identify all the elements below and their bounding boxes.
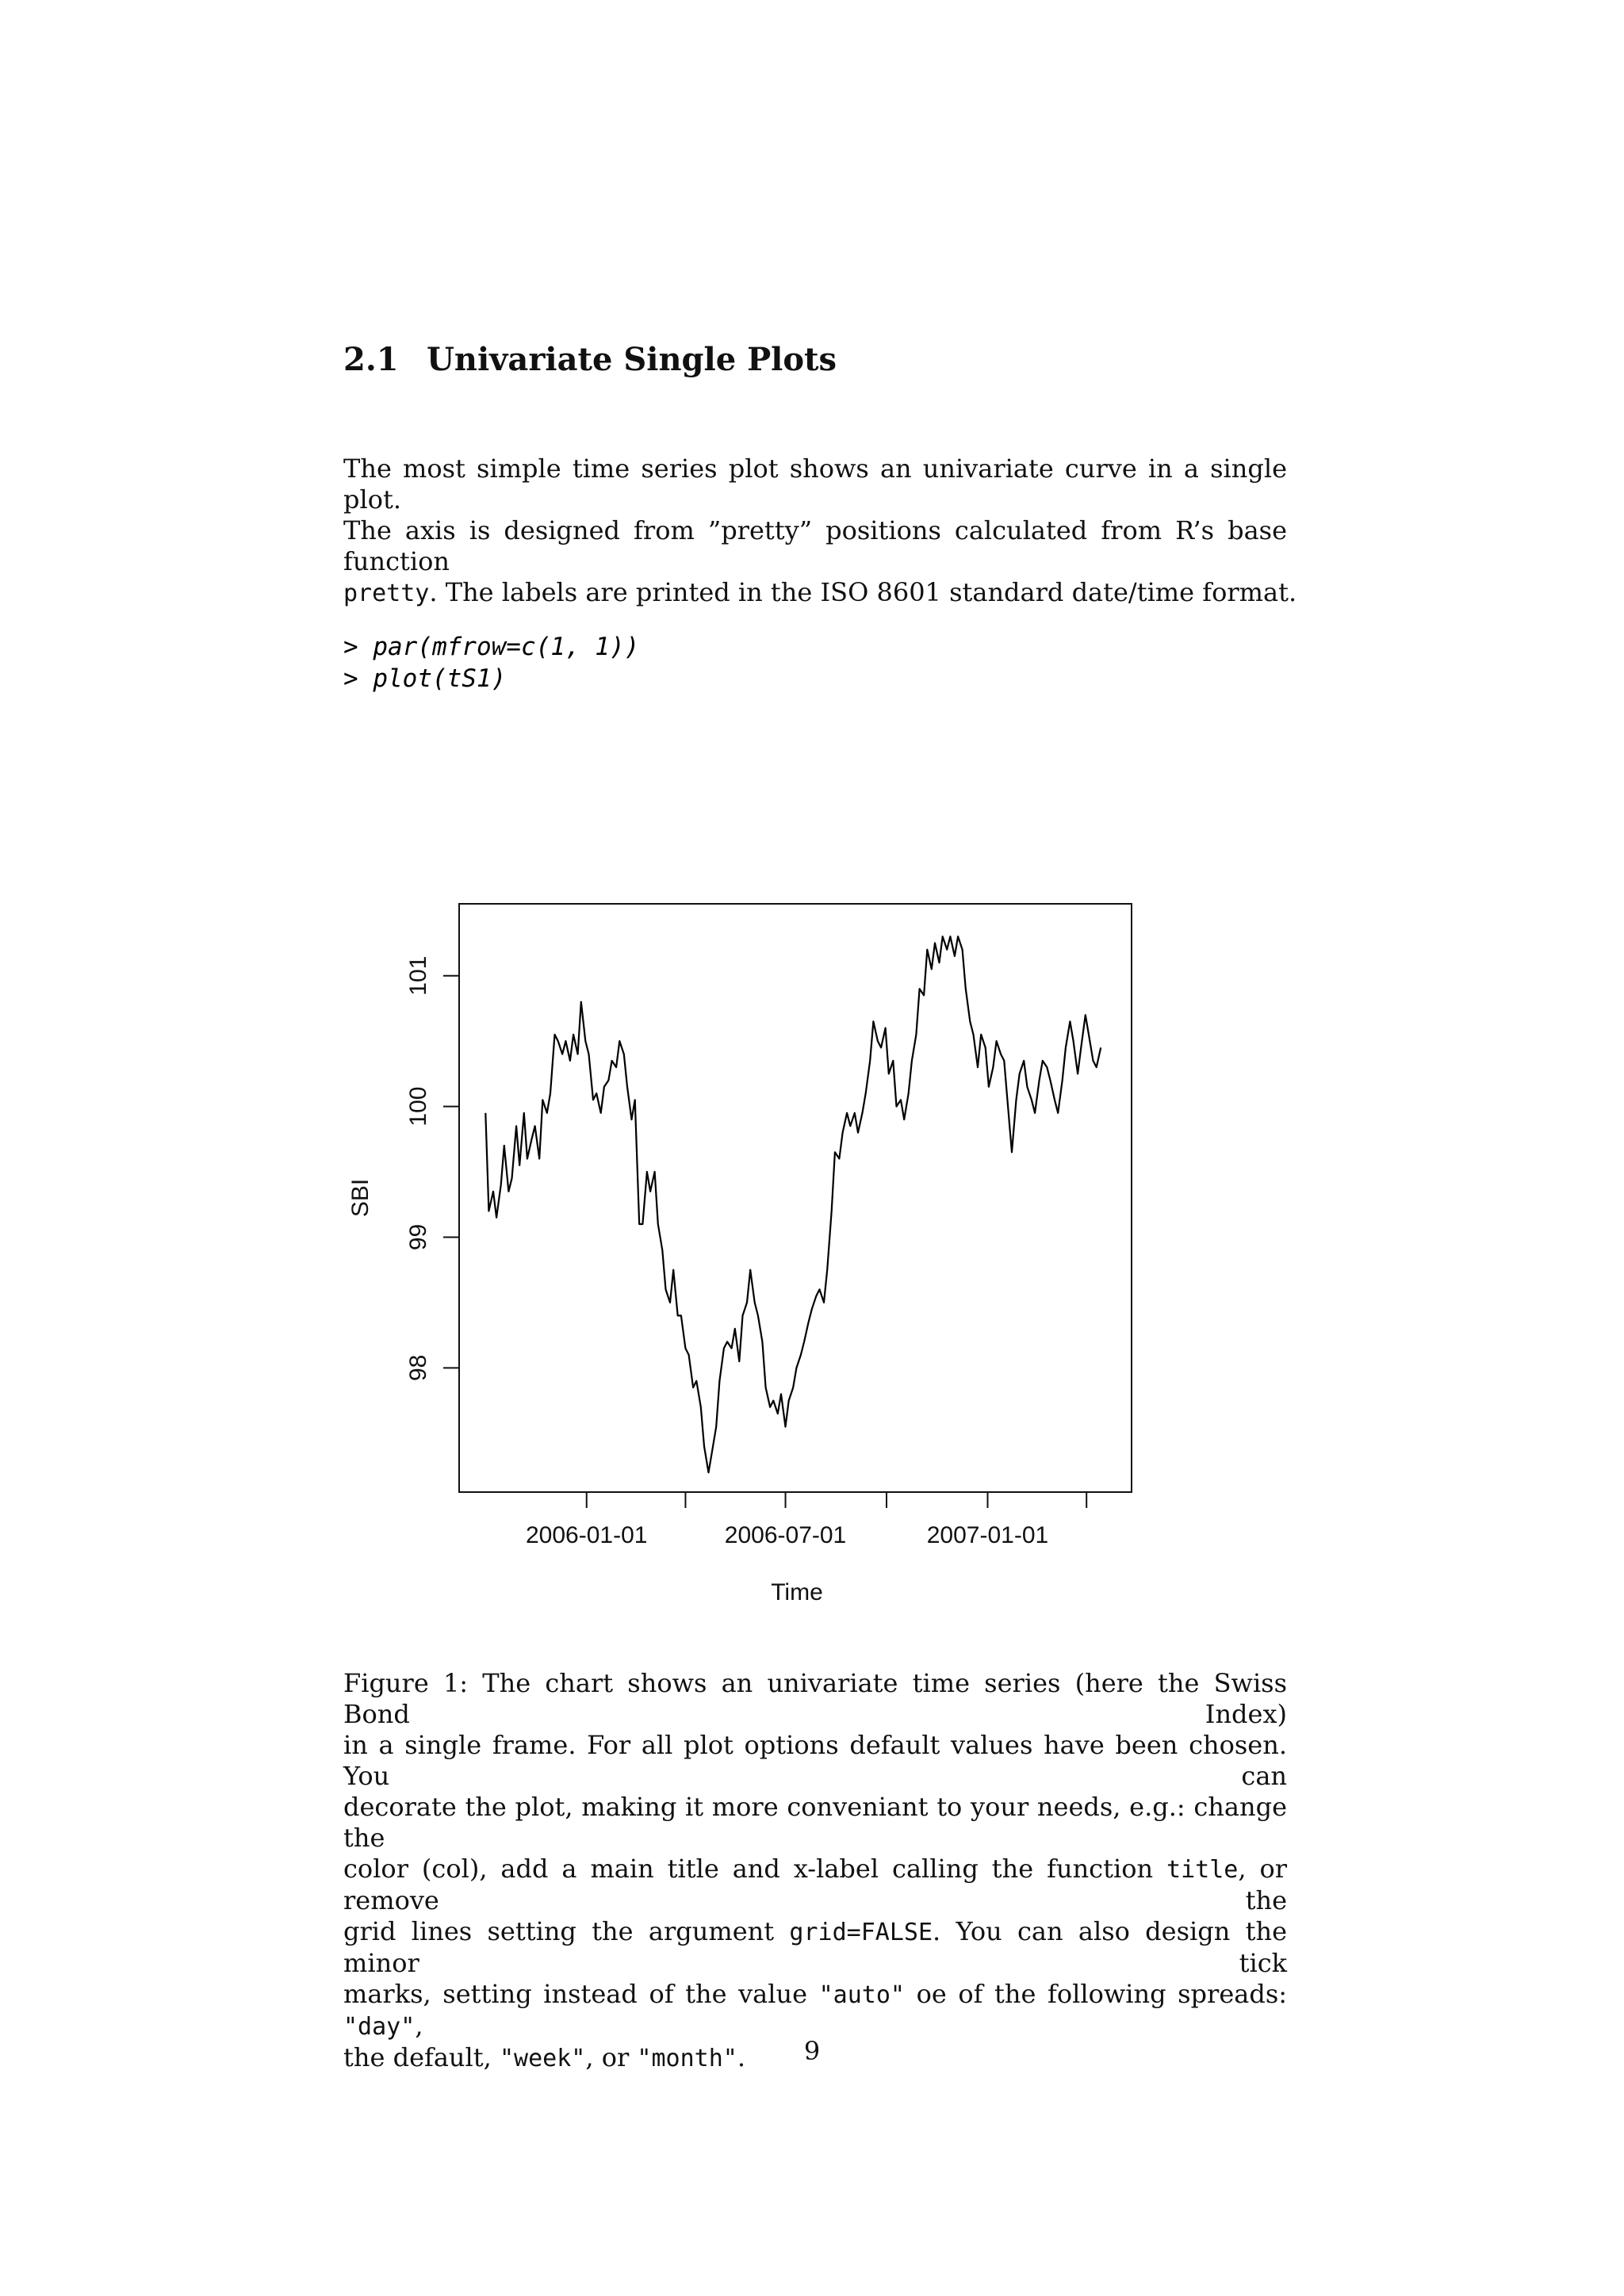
code-line: > plot(tS1) — [343, 664, 507, 693]
caption-label: Figure 1: — [343, 1668, 469, 1698]
series-line — [485, 936, 1101, 1472]
caption-line: decorate the plot, making it more conveniant to your needs, e.g.: change the — [343, 1792, 1287, 1853]
caption-line: the default, "week", or "month". — [343, 2042, 746, 2072]
caption-line: marks, setting instead of the value "auto" oe of the following spreads: "day", — [343, 1979, 1288, 2041]
inline-code: "auto" — [818, 1981, 905, 2009]
inline-code: "month" — [637, 2045, 737, 2072]
code-line: > par(mfrow=c(1, 1)) — [343, 633, 640, 661]
caption-line: grid lines setting the argument grid=FALSE. You can also design the minor tick — [343, 1916, 1288, 1978]
x-tick-label: 2006-01-01 — [525, 1522, 648, 1548]
inline-code: grid=FALSE — [789, 1919, 933, 1946]
y-tick-label: 98 — [405, 1354, 431, 1382]
inline-code: pretty — [343, 580, 430, 607]
section-title: Univariate Single Plots — [427, 341, 837, 378]
y-tick-label: 101 — [405, 955, 431, 996]
plot-frame — [459, 904, 1132, 1492]
x-tick-label: 2006-07-01 — [724, 1522, 847, 1548]
y-axis-title: SBI — [347, 1178, 373, 1218]
caption-line: Figure 1: The chart shows an univariate time series (here the Swiss Bond Index) — [343, 1668, 1288, 1729]
page-number: 9 — [803, 2036, 821, 2066]
intro-text: . The labels are printed in the ISO 8601 standard date/time format. — [429, 577, 1297, 607]
inline-code: title — [1166, 1856, 1239, 1884]
caption-line: color (col), add a main title and x-label calling the function title, or remove the — [343, 1854, 1288, 1915]
intro-line: The axis is designed from ”pretty” positions calculated from R’s base function — [343, 515, 1287, 576]
caption-line: in a single frame. For all plot options default values have been chosen. You can — [343, 1730, 1287, 1791]
x-tick-label: 2007-01-01 — [926, 1522, 1049, 1548]
intro-line: The most simple time series plot shows an univariate curve in a single plot. — [343, 453, 1287, 515]
inline-code: "week" — [499, 2045, 586, 2072]
y-tick-label: 100 — [405, 1086, 431, 1127]
figure-caption — [343, 1668, 1287, 2074]
y-tick-label: 99 — [405, 1223, 431, 1251]
inline-code: "day" — [343, 2013, 416, 2041]
x-axis-title: Time — [771, 1579, 823, 1605]
section-number: 2.1 — [343, 341, 399, 378]
